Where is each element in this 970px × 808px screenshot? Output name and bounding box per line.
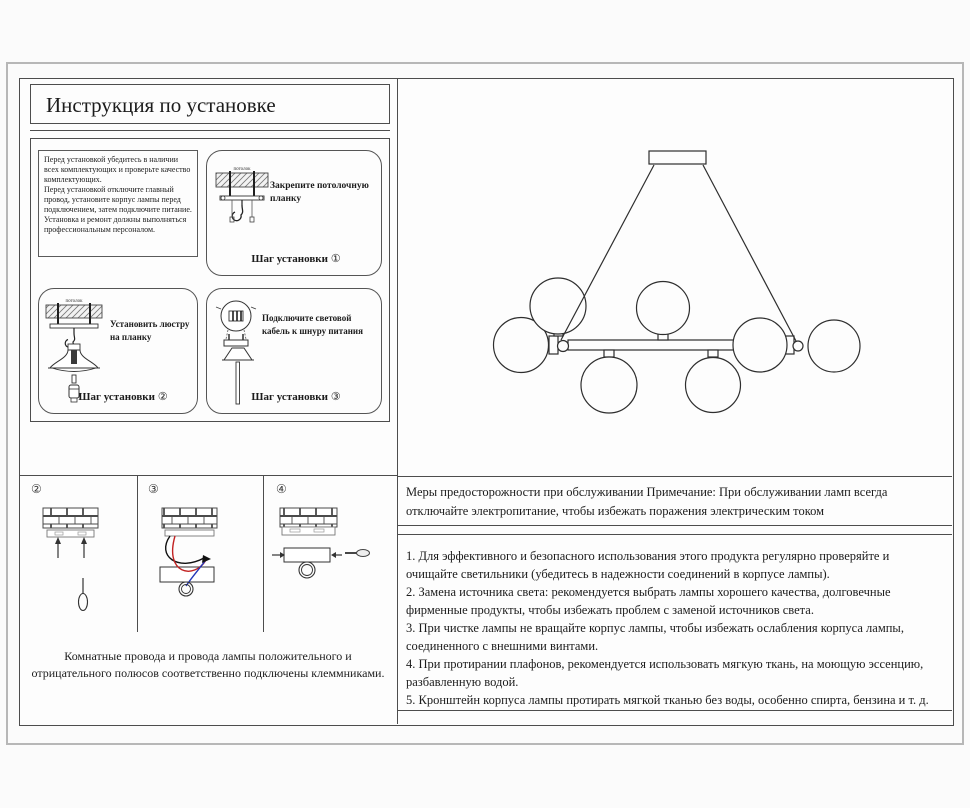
precautions-header: Меры предосторожности при обслуживании Примечание: При обслуживании ламп всегда отключайте электропитание, чтобы избежать поражения электрическим током: [397, 476, 952, 526]
wall-plate-screws-diagram: [35, 500, 105, 615]
list-item-4: 4. При протирании плафонов, рекомендуется использовать мягкую ткань, на моющую эссенцию, разбавленную водой.: [406, 657, 924, 689]
step-3-number: ③: [330, 390, 341, 403]
step-3-label: Шаг установки ③: [251, 390, 341, 403]
notice-line: Установка и ремонт должны выполняться профессиональным персоналом.: [44, 215, 187, 234]
cell-divider: [263, 475, 264, 632]
list-item-5: 5. Кронштейн корпуса лампы протирать мягкой тканью без воды, особенно спирта, бензина и т. д.: [406, 693, 929, 707]
step-2-label: Шаг установки ②: [78, 390, 168, 403]
step-2-number: ②: [157, 390, 168, 403]
list-item-3: 3. При чистке лампы не вращайте корпус лампы, чтобы избежать ослабления корпуса лампы, соединенного с внешними винтами.: [406, 621, 904, 653]
cell-number-2: ②: [31, 482, 42, 496]
section-divider: [19, 475, 397, 476]
step-1-number: ①: [330, 252, 341, 265]
step-1-label: Шаг установки ①: [251, 252, 341, 265]
precautions-list: [397, 534, 952, 711]
ceiling-bracket-diagram: [212, 160, 272, 248]
notice-line: Перед установкой отключите главный провод, установите корпус лампы перед подключением, затем подключите питание.: [44, 185, 192, 214]
wire-connection-diagram: [148, 500, 228, 600]
step-3-caption: Подключите световой кабель к шнуру питания: [262, 313, 363, 336]
page-title-text: Инструкция по установке: [46, 93, 276, 117]
step-2-caption: Установить люстру на планку: [110, 319, 190, 342]
cell-divider: [137, 475, 138, 632]
canopy-screwdriver-diagram: [268, 500, 372, 585]
pre-install-notice: [38, 150, 198, 257]
notice-line: Перед установкой убедитесь в наличии всех комплектующих и проверьте качество комплектующих.: [44, 155, 191, 184]
title-rule: [30, 130, 390, 131]
ceiling-label: потолок: [233, 167, 251, 172]
cell-number-4: ④: [276, 482, 287, 496]
list-item-2: 2. Замена источника света: рекомендуется выбрать лампы хорошего качества, долговечные фирменные продукты, чтобы избежать проблем с заменой источников света.: [406, 585, 891, 617]
step-1-caption: Закрепите потолочную планку: [270, 181, 369, 204]
cell-number-3: ③: [148, 482, 159, 496]
wiring-note: Комнатные провода и провода лампы положительного и отрицательного полюсов соответственно подключены клеммниками.: [31, 649, 385, 680]
list-item-1: 1. Для эффективного и безопасного использования этого продукта регулярно проверяйте и очищайте светильники (убедитесь в надежности соединений в корпусе лампы).: [406, 549, 890, 581]
chandelier-drawing: [397, 78, 952, 475]
page-title: [30, 84, 390, 124]
ceiling-label: потолок: [65, 299, 83, 304]
